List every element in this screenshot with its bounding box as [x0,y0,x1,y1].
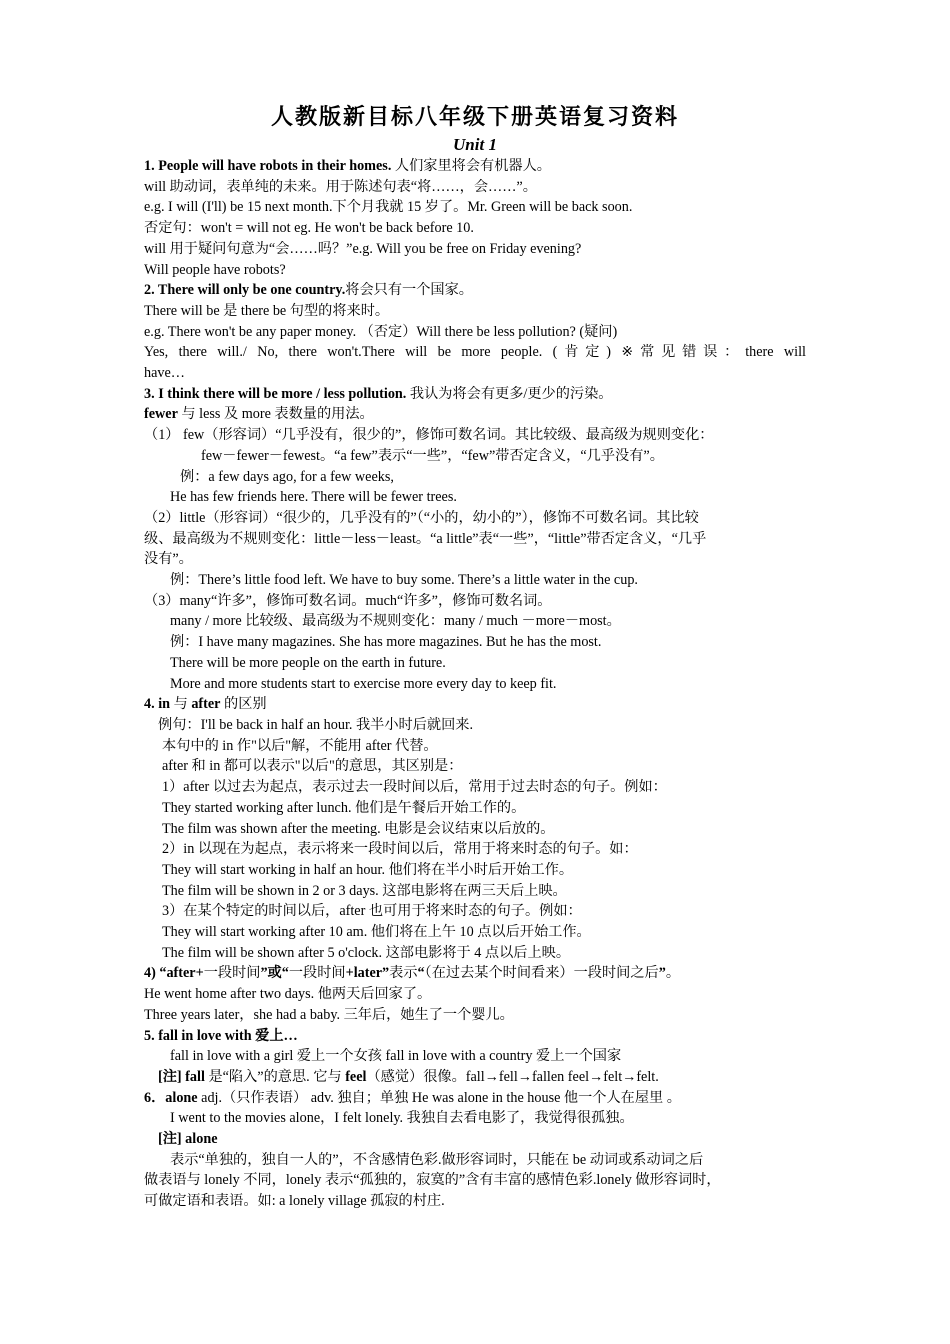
text-line [144,984,806,1005]
text-line [144,425,806,446]
text-run: They started working after lunch. 他们是午餐后开始工作的。 [162,799,526,816]
text-line [144,798,806,819]
text-run: 4) “after+ [144,965,204,982]
text-line [144,1170,806,1191]
text-run: 1. People will have robots in their homes. [144,158,392,174]
text-run: （3）many“许多”，修饰可数名词。much“许多”，修饰可数名词。 [144,592,552,609]
text-line [144,384,806,405]
text-run: [注] alone [158,1131,218,1148]
text-run: The film was shown after the meeting. 电影是会议结束以后放的。 [162,820,555,837]
text-run: 表示“单独的，独自一人的”，不含感情色彩.做形容词时，只能在 be 动词或系动词之后 [170,1151,704,1168]
text-run: （感觉）很像。fall→fell→fallen feel→felt→felt. [366,1068,659,1085]
text-line [144,197,806,218]
text-line [144,736,806,757]
text-line [144,1005,806,1026]
text-line [144,943,806,964]
text-line [144,239,806,260]
text-run: feel [345,1068,367,1085]
text-line [144,591,806,612]
text-run: 将会只有一个国家。 [345,282,473,299]
text-run: have… [144,365,185,382]
text-line [144,715,806,736]
text-run: 爱上… [251,1027,298,1044]
text-run: They will start working in half an hour. 他们将在半小时后开始工作。 [162,861,574,878]
text-line [144,549,806,570]
text-line [144,508,806,529]
text-run: Three years later，she had a baby. 三年后，她生了一个婴儿。 [144,1006,514,1023]
text-line [144,301,806,322]
text-run: e.g. There won't be any paper money. （否定）Will there be less pollution? (疑问) [144,323,618,340]
document-title: 人教版新目标八年级下册英语复习资料 [270,104,679,130]
text-run: 的区别 [220,696,267,713]
text-line [144,653,806,674]
text-run: adj.（只作表语） adv. 独自；单独 He was alone in the house 他一个人在屋里 。 [197,1089,681,1106]
text-line [144,260,806,281]
text-line [144,674,806,695]
text-run: There will be more people on the earth in future. [170,654,446,671]
text-line [144,1026,806,1047]
text-run: fewer [144,406,178,423]
text-run: [注] fall [158,1068,205,1085]
text-run: Will people have robots? [144,261,286,278]
text-run: ” [658,965,666,982]
text-run: 可做定语和表语。如: a lonely village 孤寂的村庄. [144,1193,445,1210]
text-line [144,632,806,653]
text-line [144,1088,806,1109]
text-run: after 和 in 都可以表示"以后"的意思，其区别是： [162,758,463,775]
text-line [144,342,806,363]
text-run: They will start working after 10 am. 他们将在上午 10 点以后开始工作。 [162,924,591,941]
text-line [144,218,806,239]
text-line [144,694,806,715]
text-run: 5. fall in love with [144,1027,252,1044]
text-line [144,819,806,840]
text-line [144,839,806,860]
text-line [144,280,806,301]
document-body [144,156,806,1212]
text-run: 例句：I'll be back in half an hour. 我半小时后就回来. [158,716,474,733]
text-run: 例：There’s little food left. We have to buy some. There’s a little water in the cup. [170,572,638,589]
text-line [144,363,806,384]
text-line [144,322,806,343]
text-run: 6．alone [144,1089,198,1106]
text-run: 2）in 以现在为起点，表示将来一段时间以后，常用于将来时态的句子。如： [162,841,638,858]
text-run: 人们家里将会有机器人。 [391,158,551,174]
text-run: More and more students start to exercise more every day to keep fit. [170,675,557,692]
text-line [144,487,806,508]
text-line [144,446,806,467]
text-run: （在过去某个时间看来）一段时间之后 [424,965,659,982]
text-run: The film will be shown after 5 o'clock. 这部电影将于 4 点以后上映。 [162,944,571,961]
text-line [144,777,806,798]
text-run: 表示 [389,965,418,982]
text-run: 级、最高级为不规则变化：little－less－least。“a little”表“一些”，“little”带否定含义，“几乎 [144,530,707,547]
text-run: will 用于疑问句意为“会……吗？”e.g. Will you be free on Friday evening? [144,240,582,257]
text-line [144,963,806,984]
text-line [144,404,806,425]
text-run: 做表语与 lonely 不同，lonely 表示“孤独的，寂寞的”含有丰富的感情色彩.lonely 做形容词时， [144,1172,721,1189]
text-run: He has few friends here. There will be fewer trees. [170,489,457,506]
text-run: 一段时间 [203,965,261,982]
text-run: 4. in [144,696,171,713]
text-run: （2）little（形容词）“很少的，几乎没有的”（“小的，幼小的”），修饰不可数名词。其比较 [144,509,699,526]
text-line [144,1046,806,1067]
text-run: after [191,696,221,713]
text-run: 没有”。 [144,551,193,568]
text-line [144,611,806,632]
text-run: few－fewer－fewest。“a few”表示“一些”，“few”带否定含义，“几乎没有”。 [201,447,664,464]
text-line [144,570,806,591]
text-run: 是“陷入”的意思. 它与 [204,1068,346,1085]
text-line [144,901,806,922]
text-run: many / more 比较级、最高级为不规则变化：many / much －more－most。 [170,613,621,630]
text-run: will 助动词，表单纯的未来。用于陈述句表“将……，会……”。 [144,178,537,195]
text-run: 。 [665,965,681,982]
text-run: （1） few（形容词）“几乎没有，很少的”，修饰可数名词。其比较级、最高级为规则变化： [144,427,714,444]
text-run: 例：I have many magazines. She has more magazines. But he has the most. [170,634,602,651]
text-run: 1）after 以过去为起点，表示过去一段时间以后，常用于过去时态的句子。例如： [162,779,667,796]
text-run: 2. There will only be one country. [144,282,346,299]
text-line [144,529,806,550]
text-line [144,881,806,902]
text-run: e.g. I will (I'll) be 15 next month.下个月我就 15 岁了。Mr. Green will be back soon. [144,199,633,216]
text-run: 例：a few days ago, for a few weeks, [180,468,394,485]
text-line [144,177,806,198]
text-run: +later” [345,965,390,982]
text-run: I went to the movies alone，I felt lonely. 我独自去看电影了，我觉得很孤独。 [170,1110,634,1127]
text-line [144,156,806,177]
text-line [144,1191,806,1212]
text-line [144,1129,806,1150]
text-run: 与 [170,696,192,713]
text-line [144,1108,806,1129]
text-run: 我认为将会有更多/更少的污染。 [406,385,613,402]
text-run: 3）在某个特定的时间以后，after 也可用于将来时态的句子。例如： [162,903,582,920]
text-run: 否定句：won't = will not eg. He won't be back before 10. [144,220,474,237]
text-line [144,1067,806,1088]
text-line [144,756,806,777]
text-line [144,467,806,488]
text-run: 3. I think there will be more / less pollution. [144,385,407,402]
unit-heading: Unit 1 [453,135,497,154]
text-run: 一段时间 [288,965,346,982]
text-run: fall in love with a girl 爱上一个女孩 fall in love with a country 爱上一个国家 [170,1048,622,1065]
text-line [144,1150,806,1171]
text-run: Yes, there will./ No, there won't.There will be more people. (肯定) ※常见错误：there will [144,344,806,361]
text-line [144,922,806,943]
text-line [144,860,806,881]
text-run: The film will be shown in 2 or 3 days. 这部电影将在两三天后上映。 [162,882,567,899]
document-page [144,100,806,1212]
text-run: 本句中的 in 作"以后"解，不能用 after 代替。 [162,737,438,754]
text-run: 与 less 及 more 表数量的用法。 [177,406,374,423]
text-run: ”或“ [260,965,289,982]
text-run: There will be 是 there be 句型的将来时。 [144,302,390,319]
text-run: “ [417,965,425,982]
text-run: He went home after two days. 他两天后回家了。 [144,986,432,1003]
